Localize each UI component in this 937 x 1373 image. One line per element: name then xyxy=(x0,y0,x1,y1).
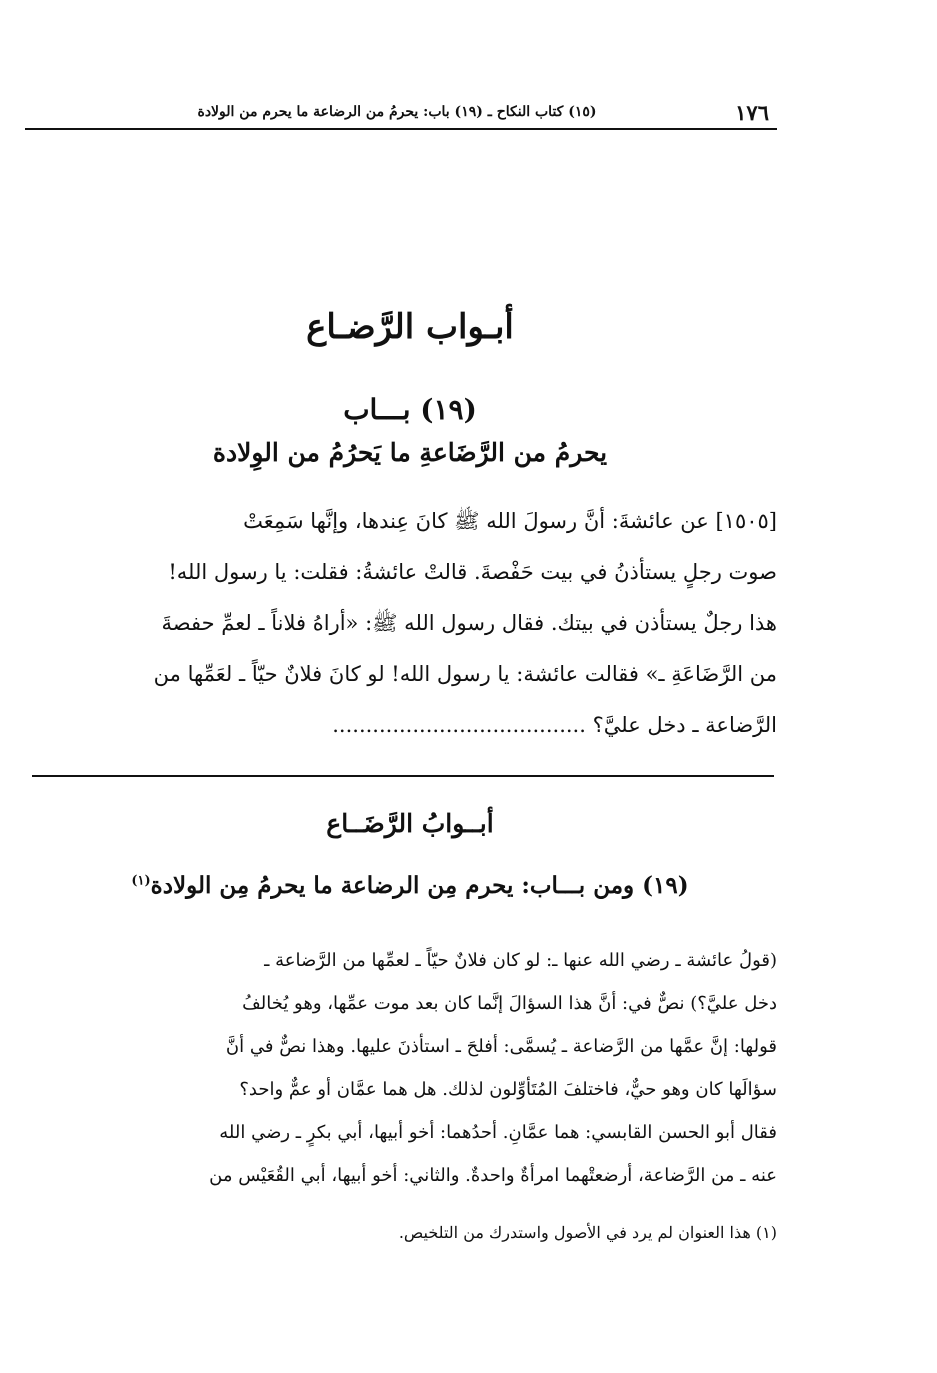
hadith-line: [١٥٠٥] عن عائشةَ: أنَّ رسولَ الله ﷺ كانَ عِندها، وإنَّها سَمِعَتْ xyxy=(243,509,777,533)
commentary-line: دخل عليَّ؟) نصٌّ في: أنَّ هذا السؤالَ إنَّما كان بعد موت عمِّها، وهو يُخالفُ xyxy=(242,993,777,1014)
running-head: (١٥) كتاب النكاح ـ (١٩) باب: يحرمُ من الرضاعة ما يحرم من الولادة xyxy=(197,104,597,120)
hadith-text xyxy=(25,496,777,751)
hadith-line-last xyxy=(25,700,777,751)
commentary-line: فقال أبو الحسن القابسي: هما عمَّانِ. أحدُهما: أخو أبيها، أبي بكرٍ ـ رضي الله xyxy=(219,1122,777,1143)
hadith-closing-text: الرَّضاعة ـ دخل عليَّ؟ xyxy=(592,713,777,737)
bab-number: (١٩) بـــاب xyxy=(343,393,477,426)
hadith-line: هذا رجلٌ يستأذن في بيتك. فقال رسول الله ﷺ: «أراهُ فلاناً ـ لعمِّ حفصةَ xyxy=(161,611,777,635)
commentary-line: سؤالَها كان وهو حيٌّ، فاختلفَ المُتَأوِّلون لذلك. هل هما عمَّان أو عمٌّ واحد؟ xyxy=(239,1079,777,1100)
commentary-line: عنه ـ من الرَّضاعة، أرضعتْهما امرأةٌ واحدةٌ. والثاني: أخو أبيها، أبي القُعَيْس من xyxy=(209,1165,777,1186)
book-title: أبـواب الرَّضـاع xyxy=(306,307,514,347)
commentary-text xyxy=(25,939,777,1197)
page-number: ١٧٦ xyxy=(735,100,769,125)
commentary-line: (قولُ عائشة ـ رضي الله عنها ـ: لو كان فلانٌ حيّاً ـ لعمِّها من الرَّضاعة ـ xyxy=(264,950,777,971)
commentary-bab-heading xyxy=(90,872,730,899)
commentary-title: أبــوابُ الرَّضَــاع xyxy=(326,809,494,838)
hadith-line: من الرَّضَاعَةِ ـ» فقالت عائشة: يا رسول الله! لو كانَ فلانٌ حيّاً ـ لعَمِّها من xyxy=(153,662,777,686)
page-header xyxy=(25,98,777,128)
footnote: (١) هذا العنوان لم يرد في الأصول واستدرك من التلخيص. xyxy=(398,1223,777,1242)
section-separator xyxy=(32,775,774,777)
commentary-line: قولها: إنَّ عمَّها من الرَّضاعة ـ يُسمَّى: أفلحَ ـ استأذنَ عليها. وهذا نصٌّ في أنَّ xyxy=(225,1036,777,1057)
footnote-reference: (١) xyxy=(131,873,151,889)
filler-dots: ...................................... xyxy=(332,713,586,737)
commentary-bab-text: (١٩) ومن بـــاب: يحرم مِن الرضاعة ما يحرمُ مِن الولادة xyxy=(150,872,689,899)
hadith-line: صوت رجلٍ يستأذنُ في بيت حَفْصةَ. قالتْ عائشةُ: فقلت: يا رسول الله! xyxy=(168,560,777,584)
bab-title: يحرمُ من الرَّضَاعةِ ما يَحرُمُ من الوِلادة xyxy=(212,438,608,467)
header-rule xyxy=(25,128,777,130)
